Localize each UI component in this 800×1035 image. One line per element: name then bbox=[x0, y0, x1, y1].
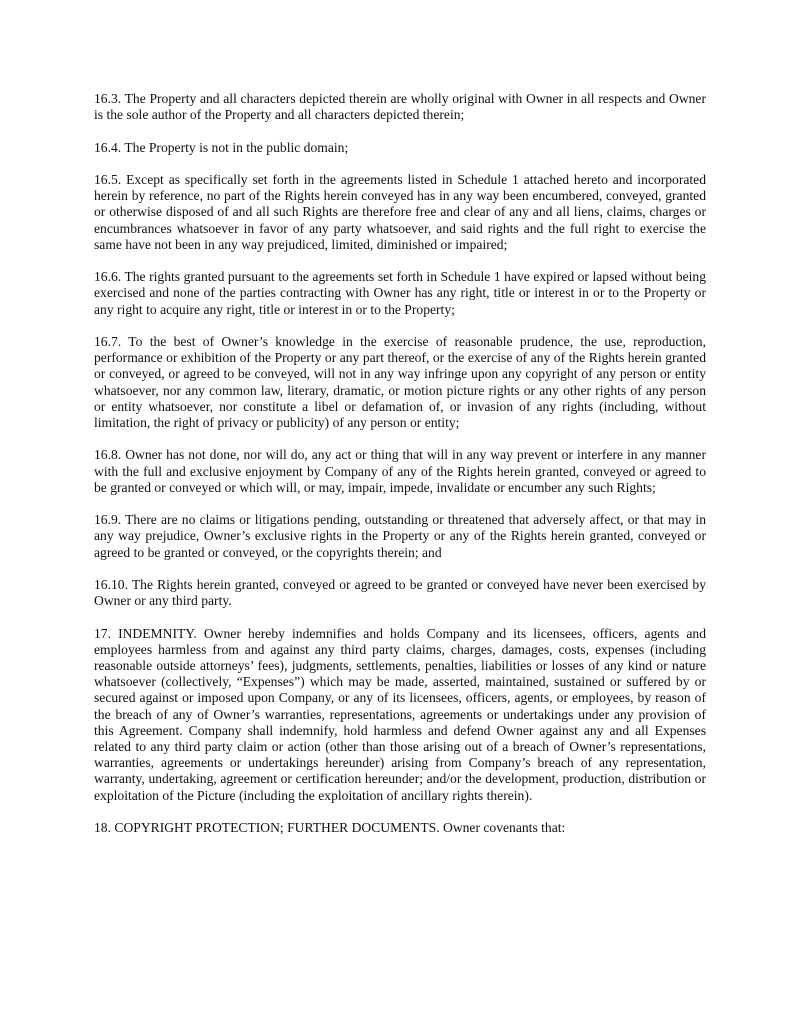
clause-16-3: 16.3. The Property and all characters depicted therein are wholly original with Owner in all respects and Owner is the sole author of the Property and all characters depicted therein; bbox=[94, 91, 706, 123]
clause-16-6: 16.6. The rights granted pursuant to the agreements set forth in Schedule 1 have expired or lapsed without being exercised and none of the parties contracting with Owner has any right, title or interest in or to the Property or any right to acquire any right, title or interest in or to the Property; bbox=[94, 269, 706, 317]
clause-16-10: 16.10. The Rights herein granted, conveyed or agreed to be granted or conveyed have never been exercised by Owner or any third party. bbox=[94, 576, 706, 609]
clause-16-5: 16.5. Except as specifically set forth in the agreements listed in Schedule 1 attached hereto and incorporated herein by reference, no part of the Rights herein conveyed has in any way been encumbered, conveyed, granted or otherwise disposed of and all such Rights are therefore free and clear of any and all liens, claims, charges or encumbrances whatsoever in favor of any party whatsoever, and said rights and the full right to exercise the same have not been in any way prejudiced, limited, diminished or impaired; bbox=[94, 171, 706, 252]
clause-16-7: 16.7. To the best of Owner’s knowledge in the exercise of reasonable prudence, the use, reproduction, performance or exhibition of the Property or any part thereof, or the exercise of any of the Rights herein granted or conveyed, or agreed to be conveyed, will not in any way infringe upon any copyright of any person or entity whatsoever, nor any common law, literary, dramatic, or motion picture rights or any other rights of any person or entity whatsoever, nor constitute a libel or defamation of, or invasion of any rights (including, without limitation, the right of privacy or publicity) of any person or entity; bbox=[94, 333, 706, 430]
document-body bbox=[94, 91, 706, 852]
clause-18-copyright-protection: 18. COPYRIGHT PROTECTION; FURTHER DOCUMENTS. Owner covenants that: bbox=[94, 820, 566, 835]
clause-17-indemnity: 17. INDEMNITY. Owner hereby indemnifies and holds Company and its licensees, officers, agents and employees harmless from and against any third party claims, charges, damages, costs, expenses (including reasonable outside attorneys’ fees), judgments, settlements, penalties, liabilities or losses of any kind or nature whatsoever (collectively, “Expenses”) which may be made, asserted, maintained, sustained or suffered by or secured against or imposed upon Company, or any of its licensees, officers, agents, or employees, by reason of the breach of any of Owner’s warranties, representations, agreements or undertakings under any provision of this Agreement. Company shall indemnify, hold harmless and defend Owner against any and all Expenses related to any third party claim or action (other than those arising out of a breach of Owner’s representations, warranties, agreements or undertakings hereunder) arising from Company’s breach of any representation, warranty, undertaking, agreement or certification hereunder; and/or the development, production, distribution or exploitation of the Picture (including the exploitation of ancillary rights therein). bbox=[94, 625, 706, 803]
clause-16-8: 16.8. Owner has not done, nor will do, any act or thing that will in any way prevent or interfere in any manner with the full and exclusive enjoyment by Company of any of the Rights herein granted, conveyed or agreed to be granted or conveyed or which will, or may, impair, impede, invalidate or encumber any such Rights; bbox=[94, 447, 706, 495]
clause-16-9: 16.9. There are no claims or litigations pending, outstanding or threatened that adversely affect, or that may in any way prejudice, Owner’s exclusive rights in the Property or any of the Rights herein granted, conveyed or agreed to be granted or conveyed, or the copyrights therein; and bbox=[94, 512, 706, 560]
clause-16-4: 16.4. The Property is not in the public domain; bbox=[94, 139, 349, 155]
